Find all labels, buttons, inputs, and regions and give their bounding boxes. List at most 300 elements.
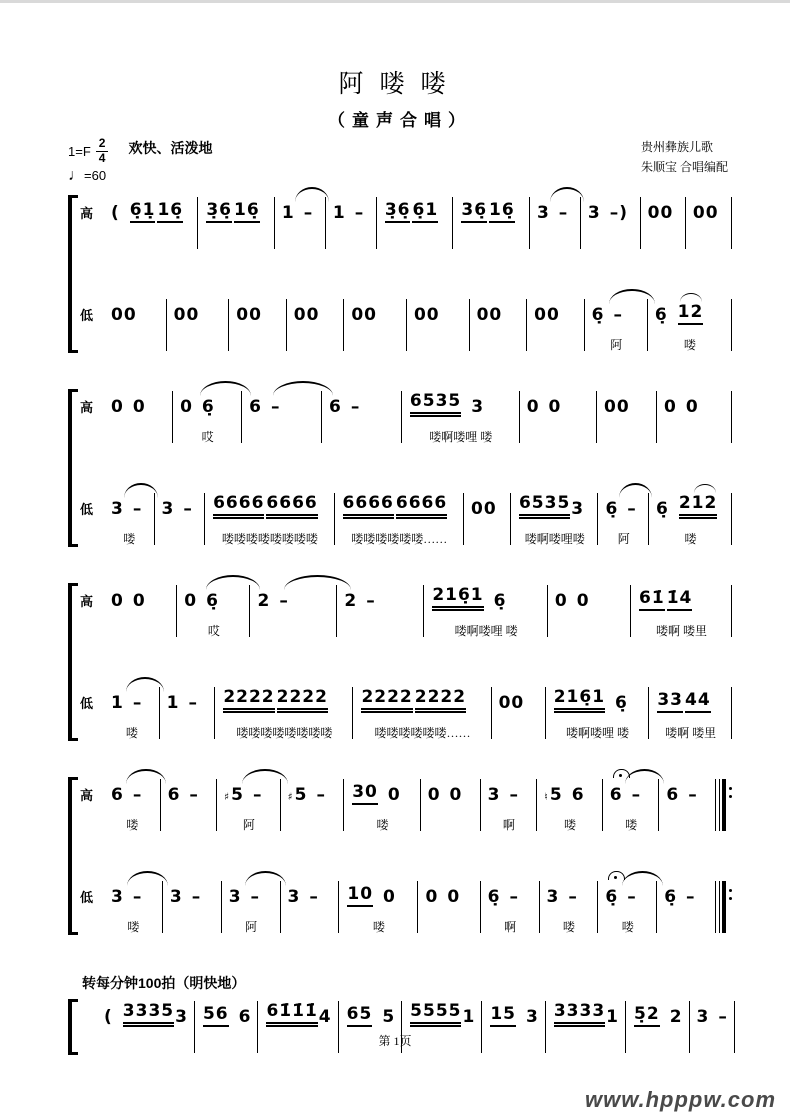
note-token [471, 499, 497, 519]
note-glyph: ♮5 [544, 785, 563, 805]
note-token [489, 1004, 517, 1027]
measure [281, 881, 340, 933]
measure [217, 779, 281, 831]
notes-line [162, 494, 199, 519]
notes-line [425, 882, 473, 907]
note-token [133, 785, 143, 805]
beam-group-8th: 30 [352, 782, 378, 805]
beam-group-8th: 16̣ [157, 200, 183, 223]
repeat-dots [729, 779, 732, 831]
note-token [686, 397, 699, 417]
note-token [212, 493, 319, 519]
lyric-line [384, 234, 447, 249]
voice-label: 高 [80, 594, 94, 609]
note-token [257, 591, 270, 611]
note-token [666, 785, 679, 805]
lyric-line: 阿 [617, 532, 630, 546]
notes-line [202, 1002, 252, 1027]
notes-line [488, 780, 531, 805]
note-token [572, 785, 585, 805]
note-token [678, 493, 719, 519]
note-glyph: 3 [571, 499, 585, 519]
notes-line [104, 1002, 188, 1027]
lyric-line [111, 622, 170, 637]
lyric-line [534, 336, 578, 351]
measure [418, 881, 480, 933]
note-token [383, 887, 396, 907]
notes-line [537, 198, 574, 223]
note-token [133, 499, 143, 519]
note-glyph: 6̣ [664, 887, 678, 907]
system-bracket [68, 391, 79, 545]
notes-line [111, 586, 170, 611]
measure [470, 299, 528, 351]
measure [205, 493, 334, 545]
time-signature-numerator: 2 [96, 137, 109, 152]
sharp-icon: ♯ [287, 792, 294, 803]
beam-group-8th: 1̇4 [667, 588, 693, 611]
note-token [656, 499, 669, 519]
note-glyph: 2 [257, 591, 271, 611]
notes-line [329, 392, 395, 417]
note-glyph: 1 [606, 1007, 620, 1027]
note-token [526, 1007, 539, 1027]
notes-line [342, 494, 457, 519]
note-glyph: 6̣ [591, 305, 605, 325]
note-token [174, 305, 200, 325]
note-token [509, 785, 519, 805]
note-glyph: 6 [329, 397, 342, 417]
note-token [638, 588, 693, 611]
note-token [409, 1001, 475, 1027]
measure [326, 197, 377, 249]
note-token [355, 203, 365, 223]
note-glyph: ♯5 [287, 785, 308, 805]
lyric-line [555, 622, 624, 637]
note-token [553, 1001, 619, 1027]
note-glyph: 0 [427, 785, 441, 805]
note-token [189, 785, 199, 805]
measure [481, 881, 540, 933]
watermark: www.hpppw.com [584, 1087, 776, 1112]
lyric-line [428, 816, 474, 831]
note-token [693, 203, 719, 223]
lyric-line: 喽 [684, 532, 697, 546]
note-glyph: 5 [382, 1007, 396, 1027]
beam-group-8th: 10 [347, 884, 373, 907]
measure [598, 881, 657, 933]
note-token [360, 687, 467, 713]
note-glyph: 3 [111, 499, 124, 519]
note-token [588, 203, 601, 223]
lyric-line [664, 918, 709, 933]
note-token [316, 785, 326, 805]
note-glyph: 6̣ [206, 591, 219, 611]
notes-line [229, 882, 274, 907]
beam-group-16th: 2222 [361, 687, 412, 713]
notes-line [111, 780, 154, 805]
lyric-line: 喽喽喽喽喽喽喽喽 [221, 532, 318, 546]
note-token [627, 887, 637, 907]
note-glyph: 0 [180, 397, 193, 417]
lyric-line [329, 428, 395, 443]
voices [80, 585, 732, 739]
voice-label: 高 [80, 788, 94, 803]
lyric-line [666, 816, 709, 831]
note-token [610, 203, 628, 223]
beam-group-8th: 16̣ [234, 200, 260, 223]
beam-group-16th: 6535 [519, 493, 570, 519]
note-glyph: 1 [332, 203, 346, 223]
note-glyph: 0 [111, 591, 124, 611]
lyric-line: 喽 [683, 338, 696, 352]
note-token [133, 397, 146, 417]
lyric-line [282, 234, 319, 249]
measure [163, 881, 222, 933]
notes-line [489, 1002, 539, 1027]
measure [229, 299, 287, 351]
beam-group-16th: 2222 [223, 687, 274, 713]
note-token [111, 693, 124, 713]
note-glyph: ( [104, 1007, 113, 1027]
notes-line [555, 586, 624, 611]
repeat-barline-thin [719, 881, 720, 933]
lyric-line: 喽啊喽哩 喽 [454, 624, 518, 638]
note-glyph: – [252, 785, 263, 805]
note-glyph: – [189, 785, 199, 805]
notes-line [610, 780, 653, 805]
voices [80, 391, 732, 545]
notes-line [460, 198, 523, 223]
note-token [111, 785, 124, 805]
system [68, 197, 732, 351]
note-token [351, 305, 377, 325]
note-token [133, 887, 143, 907]
note-token [309, 887, 319, 907]
measure [402, 391, 520, 443]
note-glyph: – [688, 785, 698, 805]
note-glyph: 1 [111, 693, 124, 713]
note-glyph: 0 [383, 887, 396, 907]
note-glyph: 3 [487, 785, 501, 805]
note-token [239, 1007, 252, 1027]
note-glyph: 2 [344, 591, 358, 611]
voice-row [80, 779, 732, 831]
voice-label: 低 [80, 890, 94, 905]
lyric-line: 喽啊喽哩 喽 [566, 726, 630, 740]
note-token [431, 585, 484, 611]
note-token [414, 305, 440, 325]
note-token [111, 305, 137, 325]
measures-row [104, 779, 732, 831]
voice-label: 低 [80, 308, 94, 323]
measure [657, 391, 732, 443]
note-glyph: – [354, 203, 365, 223]
beam-group-8th: 33 [657, 690, 683, 713]
lyric-line [351, 336, 400, 351]
note-glyph: – [568, 887, 578, 907]
note-token [549, 397, 562, 417]
note-glyph: – [132, 887, 143, 907]
note-token-fermata [605, 887, 618, 907]
note-glyph: – [271, 397, 281, 417]
notes-line [111, 198, 191, 223]
note-glyph: 3 [111, 887, 124, 907]
tie-arc [619, 483, 653, 498]
notes-line [697, 1002, 728, 1027]
lyric-line: 喽 [621, 920, 634, 934]
note-token [559, 203, 569, 223]
measure [511, 493, 598, 545]
notes-line [212, 494, 327, 519]
note-token [189, 693, 199, 713]
note-token [613, 305, 623, 325]
note-token [686, 887, 696, 907]
beam-group-8th: 61̇ [639, 588, 665, 611]
beam-group-8th: 15 [490, 1004, 516, 1027]
note-token [615, 693, 628, 713]
notes-line [257, 586, 330, 611]
note-token [129, 200, 184, 223]
measure [344, 779, 421, 831]
lyric-line [664, 428, 725, 443]
notes-line [168, 780, 211, 805]
key-label: 1=F [68, 143, 91, 159]
notes-line [605, 494, 642, 519]
lyric-line [588, 234, 634, 249]
note-glyph: – [132, 499, 143, 519]
note-token [648, 203, 674, 223]
note-token [471, 397, 484, 417]
note-token [460, 200, 515, 223]
note-token [251, 887, 261, 907]
notes-line [693, 198, 725, 223]
voice-label: 高 [80, 206, 94, 221]
notes-line [534, 300, 578, 325]
note-glyph: 1 [166, 693, 180, 713]
measure [322, 391, 402, 443]
notes-line [664, 882, 709, 907]
measure [424, 585, 548, 637]
voices [80, 779, 732, 933]
note-glyph: 6̣ [605, 887, 619, 907]
notes-line [351, 780, 414, 805]
note-token [527, 397, 540, 417]
lyric-line: 喽 [625, 818, 638, 832]
note-token [633, 1004, 661, 1027]
note-token [351, 782, 379, 805]
lyric-line [460, 234, 523, 249]
measures-row [104, 493, 732, 545]
note-token [192, 887, 202, 907]
lyric-line [537, 234, 574, 249]
lyric-line: 阿 [610, 338, 623, 352]
measure [104, 391, 173, 443]
note-glyph: 3 [587, 203, 601, 223]
note-glyph: 6̣ [201, 397, 215, 417]
beam-group-8th: 5̣2 [634, 1004, 660, 1027]
tie-arc [550, 187, 584, 202]
repeat-barline-thick [722, 779, 726, 831]
note-glyph: 3 [546, 887, 560, 907]
voice-row [80, 687, 732, 739]
note-glyph: 6 [666, 785, 680, 805]
note-token [688, 785, 698, 805]
notes-line [648, 198, 679, 223]
note-glyph: 00 [471, 499, 497, 519]
note-glyph: 3 [536, 203, 550, 223]
note-glyph: 00 [498, 693, 525, 713]
note-token [670, 1007, 683, 1027]
voice-row [80, 585, 732, 637]
lyric-line: 喽啊喽哩喽 [524, 532, 585, 546]
score [68, 197, 732, 1053]
notes-line [111, 392, 166, 417]
beam-group-16th: 2222 [277, 687, 328, 713]
measure [198, 197, 275, 249]
note-glyph: 6 [609, 785, 623, 805]
beam-group-8th: 12 [678, 302, 704, 325]
note-token [547, 887, 560, 907]
lyric-line [527, 428, 590, 443]
notes-line [664, 392, 725, 417]
measure [104, 585, 177, 637]
tempo-value: =60 [84, 167, 107, 183]
notes-line [282, 198, 319, 223]
lyric-line [162, 530, 199, 545]
measure [421, 779, 481, 831]
notes-line [222, 688, 346, 713]
note-glyph: 00 [534, 305, 560, 325]
note-glyph: 0 [554, 591, 568, 611]
measures-row [104, 391, 732, 443]
lyric-line [111, 336, 160, 351]
lyric-line: 喽 [127, 920, 140, 934]
page-number: 第 1页 [378, 1034, 412, 1048]
note-glyph: 0 [685, 397, 699, 417]
beam-group-8th: 65 [347, 1004, 373, 1027]
notes-line [224, 780, 274, 805]
note-token [592, 305, 605, 325]
lyric-line [414, 336, 463, 351]
measure [631, 585, 732, 637]
notes-line [111, 882, 156, 907]
measure [641, 197, 686, 249]
note-glyph: 0 [576, 591, 590, 611]
notes-line [180, 392, 235, 417]
measure [649, 687, 732, 739]
voice-row [80, 299, 732, 351]
note-token [494, 591, 507, 611]
tempo-marking [68, 167, 108, 185]
note-glyph: – [250, 887, 261, 907]
voices [80, 197, 732, 351]
note-glyph: 0 [425, 887, 439, 907]
notes-line [655, 300, 725, 325]
measure [335, 493, 464, 545]
notes-line [409, 1002, 475, 1027]
lyric-line: 喽喽喽喽喽喽喽喽 [236, 726, 333, 740]
lyric-line [499, 724, 539, 739]
note-glyph: 00 [692, 203, 719, 223]
note-token [133, 693, 143, 713]
note-token [510, 887, 520, 907]
note-token [499, 693, 525, 713]
note-glyph: 3 [169, 887, 183, 907]
expression-marking: 欢快、活泼地 [128, 140, 213, 156]
lyric-line: 啊 [502, 818, 515, 832]
measure [215, 687, 353, 739]
note-glyph: 6̣ [615, 693, 628, 713]
note-token [167, 693, 180, 713]
note-glyph: 6̣ [605, 499, 619, 519]
note-token [388, 785, 401, 805]
note-glyph: – [316, 785, 326, 805]
measure [527, 299, 585, 351]
note-token [664, 397, 677, 417]
note-glyph: 4 [318, 1007, 332, 1027]
note-token [111, 203, 120, 223]
lyric-line: 喽 [125, 726, 138, 740]
notes-line [656, 494, 725, 519]
note-glyph: 0 [111, 397, 124, 417]
note-token [518, 493, 584, 519]
repeat-barline [719, 779, 732, 831]
repeat-dots [729, 881, 732, 933]
note-token [447, 887, 460, 907]
lyric-line [648, 234, 679, 249]
notes-line [384, 198, 447, 223]
note-token [104, 1007, 113, 1027]
measure [222, 881, 281, 933]
song-title: 阿喽喽 [338, 71, 462, 98]
note-token [184, 591, 197, 611]
note-glyph: 00 [647, 203, 674, 223]
measure [548, 585, 631, 637]
note-glyph: 0 [387, 785, 401, 805]
beam-group-16th: 216̣1 [432, 585, 483, 611]
note-glyph: – [183, 499, 193, 519]
lyric-line [257, 622, 330, 637]
notes-line [638, 586, 725, 611]
note-glyph: 3 [161, 499, 175, 519]
notes-line [605, 882, 650, 907]
note-glyph: 0 [132, 397, 146, 417]
measure [492, 687, 546, 739]
note-token [333, 203, 346, 223]
notes-line [604, 392, 650, 417]
notes-line [294, 300, 338, 325]
notes-line [414, 300, 463, 325]
lyric-line: 哎 [207, 624, 220, 638]
measure [353, 687, 491, 739]
measures-row [104, 197, 732, 249]
note-token [346, 884, 374, 907]
notes-line [360, 688, 484, 713]
note-glyph: ♯5 [224, 785, 244, 805]
note-glyph: 0 [449, 785, 463, 805]
note-glyph: 1 [462, 1007, 476, 1027]
note-glyph: –) [609, 203, 629, 223]
note-token [279, 591, 289, 611]
lyric-line: 阿 [245, 920, 258, 934]
notes-line [249, 392, 315, 417]
note-glyph: 00 [111, 305, 137, 325]
measure [104, 687, 160, 739]
measure [177, 585, 250, 637]
note-token [632, 785, 642, 805]
beam-group-8th: 16̣ [489, 200, 515, 223]
